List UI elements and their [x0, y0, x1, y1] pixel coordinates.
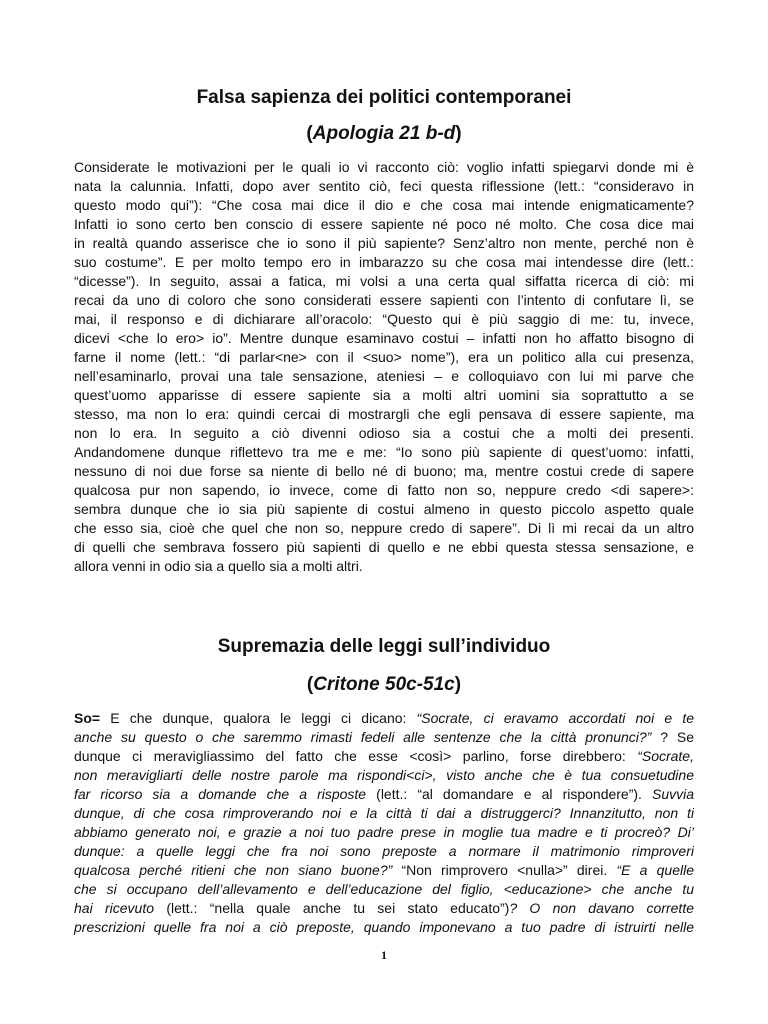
- section2-source-text: Critone 50c-51c: [313, 674, 455, 695]
- section2-title: Supremazia delle leggi sull’individuo: [217, 636, 551, 657]
- section1-line: Infatti io sono certo ben conscio di essere sapiente né poco né molto. Che cosa dice mai: [74, 216, 694, 232]
- text-segment: E che dunque, qualora le leggi ci dicano:: [100, 710, 417, 726]
- section2-line: [74, 766, 694, 785]
- speaker-label: So=: [74, 710, 101, 726]
- section1-line: suo costume”. E per molto tempo ero in imbarazzo su che cosa mai intendesse dire (lett.:: [74, 254, 694, 270]
- text-segment: dunque ci meravigliassimo del fatto che esse <così> parlino, forse direbbero:: [74, 748, 638, 764]
- section1-line: nata la calunnia. Infatti, dopo aver sentito ciò, feci questa riflessione (lett.: “consideravo in: [74, 178, 694, 194]
- section1-line: in realtà quando asserisce che io sono il più sapiente? Senz’altro non mente, perché non è: [74, 235, 694, 251]
- section1-body: [74, 158, 694, 576]
- text-segment: ? O non davano corrette: [509, 900, 694, 916]
- section2-line: [74, 747, 694, 766]
- section2-line: [74, 785, 694, 804]
- text-segment: (lett.: “al domandare e al rispondere”).: [366, 786, 652, 802]
- section1-line: qualcosa pur non sapendo, io invece, come di fatto non so, neppure credo <di sapere>:: [74, 482, 694, 498]
- section1-line: nessuno di noi due forse sa niente di bello né di buono; ma, mentre costui crede di sapere: [74, 463, 694, 479]
- text-segment: Suvvia: [651, 786, 694, 802]
- text-segment: “E a quelle: [616, 862, 694, 878]
- section2-source: (Critone 50c-51c): [306, 674, 462, 695]
- section2-line: [74, 861, 694, 880]
- section1-line: sembra dunque che io sia più sapiente di costui almeno in questo piccolo aspetto quale: [74, 501, 694, 517]
- section2-line: [74, 880, 694, 899]
- section1-source-text: Apologia 21 b-d: [312, 123, 456, 144]
- section1-line: non lo era. In seguito a ciò divenni odioso sia a costui che a molti dei presenti.: [74, 425, 694, 441]
- section2-line: [74, 842, 694, 861]
- text-segment: anche su questo o che saremmo rimasti fedeli alle sentenze che la città pronunci?”: [74, 729, 652, 745]
- section1-line: questo modo qui”): “Che cosa mai dice il dio e che cosa mai intende enigmaticamente?: [74, 197, 694, 213]
- section1-source: (Apologia 21 b-d): [306, 123, 462, 144]
- section2-line: [74, 918, 694, 937]
- section1-line: che esso sia, cioè che quel che non so, neppure credo di sapere”. Di lì mi recai da un altro: [74, 520, 694, 536]
- section2-body: [74, 709, 694, 937]
- text-segment: ? Se: [651, 729, 694, 745]
- section1-line: Considerate le motivazioni per le quali io vi racconto ciò: voglio infatti spiegarvi donde mi è: [74, 159, 694, 175]
- section2-line: [74, 823, 694, 842]
- section2-line: [74, 728, 694, 747]
- section2-line: [74, 804, 694, 823]
- section1-line: recai da uno di coloro che sono considerati essere sapienti con l’intento di confutare lì, se: [74, 292, 694, 308]
- section1-line: mai, il responso e di dichiarare all’oracolo: “Questo qui è più saggio di me: tu, invece,: [74, 311, 694, 327]
- section1-line: Andandomene dunque riflettevo tra me e me: “Io sono più sapiente di quest’uomo: infatti,: [74, 444, 694, 460]
- text-segment: (lett.: “nella quale anche tu sei stato educato”): [154, 900, 510, 916]
- text-segment: “Non rimprovero <nulla>” direi.: [392, 862, 617, 878]
- text-segment: abbiamo generato noi, e grazie a noi tuo padre prese in moglie tua madre e ti procreò? Di’: [74, 824, 694, 840]
- section1-line: di quelli che sembrava fossero più sapienti di quello e ne ebbi questa stessa sensazione, e: [74, 539, 694, 555]
- text-segment: “Socrate, ci eravamo accordati noi e te: [416, 710, 694, 726]
- text-segment: che si occupano dell’allevamento e dell’educazione del figlio, <educazione> che anche tu: [74, 881, 694, 897]
- section1-title: Falsa sapienza dei politici contemporanei: [196, 87, 572, 108]
- text-segment: prescrizioni quelle fra noi a ciò preposte, quando imponevano a tuo padre di istruirti nelle: [74, 919, 694, 935]
- section1-line: allora venni in odio sia a quello sia a molti altri.: [74, 558, 363, 574]
- section1-line: quest’uomo apparisse di essere sapiente sia a molti altri uomini sia soprattutto a se: [74, 387, 694, 403]
- section1-line: nell’esaminarlo, provai una tale sensazione, ateniesi – e colloquiavo con lui mi parve che: [74, 368, 694, 384]
- section1-line: dicevi <che lo ero> io”. Mentre dunque esaminavo costui – infatti non ho affatto bisogno di: [74, 330, 694, 346]
- section2-line: [74, 899, 694, 918]
- section1-line: farne il nome (lett.: “di parlar<ne> con il <suo> nome”), era un politico alla cui presenza,: [74, 349, 694, 365]
- text-segment: “Socrate,: [637, 748, 694, 764]
- text-segment: dunque: a quelle leggi che fra noi sono preposte a normare il matrimonio rimproveri: [74, 843, 694, 859]
- section1-line: stesso, ma non lo era: quindi cercai di mostrargli che egli pensava di essere sapiente, ma: [74, 406, 694, 422]
- text-segment: qualcosa perché ritieni che non siano buone?”: [74, 862, 393, 878]
- section1-line: “dicesse”). In seguito, assai a fatica, mi volsi a una certa qual siffatta ricerca di ciò: mi: [74, 273, 694, 289]
- page-number: 1: [381, 948, 387, 962]
- text-segment: non meravigliarti delle nostre parole ma rispondi<ci>, visto anche che è tua consuetudine: [74, 767, 694, 783]
- text-segment: far ricorso sia a domande che a risposte: [74, 786, 367, 802]
- section2-line: [74, 709, 694, 728]
- text-segment: dunque, di che cosa rimproverando noi e la città ti dai a distruggerci? Innanzitutto, non ti: [74, 805, 694, 821]
- text-segment: hai ricevuto: [74, 900, 155, 916]
